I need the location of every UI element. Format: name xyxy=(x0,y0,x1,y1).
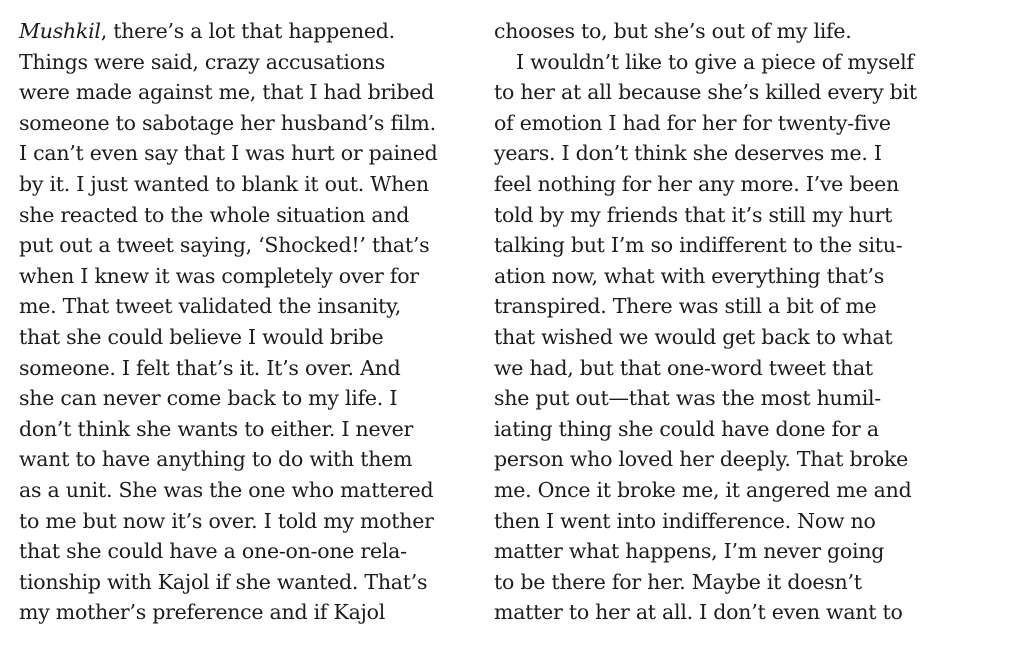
text-line: by it. I just wanted to blank it out. When xyxy=(19,171,429,196)
text-line: someone to sabotage her husband’s film. xyxy=(19,110,436,135)
text-line: that she could believe I would bribe xyxy=(19,324,384,349)
left-column xyxy=(19,16,459,628)
text-line: someone. I felt that’s it. It’s over. And xyxy=(19,355,401,380)
text-line: Things were said, crazy accusations xyxy=(19,49,386,74)
text-line: of emotion I had for her for twenty-five xyxy=(494,110,891,135)
text-line: iating thing she could have done for a xyxy=(494,416,879,441)
text-line: told by my friends that it’s still my hurt xyxy=(494,202,893,227)
text-fragment: , there’s a lot that happened. xyxy=(100,19,395,43)
text-line: I can’t even say that I was hurt or pained xyxy=(19,141,438,166)
text-line: that wished we would get back to what xyxy=(494,324,893,349)
text-line: to me but now it’s over. I told my mother xyxy=(19,508,434,533)
text-line: transpired. There was still a bit of me xyxy=(494,294,877,319)
text-line: she can never come back to my life. I xyxy=(19,386,398,411)
text-line xyxy=(19,16,459,47)
text-line: tionship with Kajol if she wanted. That’s xyxy=(19,569,428,594)
text-line: want to have anything to do with them xyxy=(19,447,413,472)
text-line: feel nothing for her any more. I’ve been xyxy=(494,171,899,196)
text-line: she put out—that was the most humil- xyxy=(494,386,881,411)
text-line: ation now, what with everything that’s xyxy=(494,263,885,288)
text-line: to her at all because she’s killed every bit xyxy=(494,80,917,105)
text-line: matter to her at all. I don’t even want to xyxy=(494,600,903,625)
text-line: were made against me, that I had bribed xyxy=(19,80,434,105)
text-line: to be there for her. Maybe it doesn’t xyxy=(494,569,862,594)
text-line: then I went into indifference. Now no xyxy=(494,508,876,533)
text-line: talking but I’m so indifferent to the situ- xyxy=(494,233,903,258)
text-line: as a unit. She was the one who mattered xyxy=(19,477,434,502)
text-line: we had, but that one-word tweet that xyxy=(494,355,873,380)
text-line: when I knew it was completely over for xyxy=(19,263,419,288)
text-line: me. That tweet validated the insanity, xyxy=(19,294,401,319)
text-line: person who loved her deeply. That broke xyxy=(494,447,909,472)
text-line: me. Once it broke me, it angered me and xyxy=(494,477,912,502)
text-line: chooses to, but she’s out of my life. xyxy=(494,19,852,43)
text-line: don’t think she wants to either. I never xyxy=(19,416,414,441)
paragraph-start-line: I wouldn’t like to give a piece of myself xyxy=(516,49,914,74)
text-line: matter what happens, I’m never going xyxy=(494,539,885,564)
text-line: she reacted to the whole situation and xyxy=(19,202,410,227)
right-column xyxy=(494,16,934,628)
film-title-italic: Mushkil xyxy=(19,19,101,43)
text-line: my mother’s preference and if Kajol xyxy=(19,600,386,625)
text-line: put out a tweet saying, ‘Shocked!’ that’s xyxy=(19,233,430,258)
text-line: years. I don’t think she deserves me. I xyxy=(494,141,882,166)
text-line: that she could have a one-on-one rela- xyxy=(19,539,407,564)
